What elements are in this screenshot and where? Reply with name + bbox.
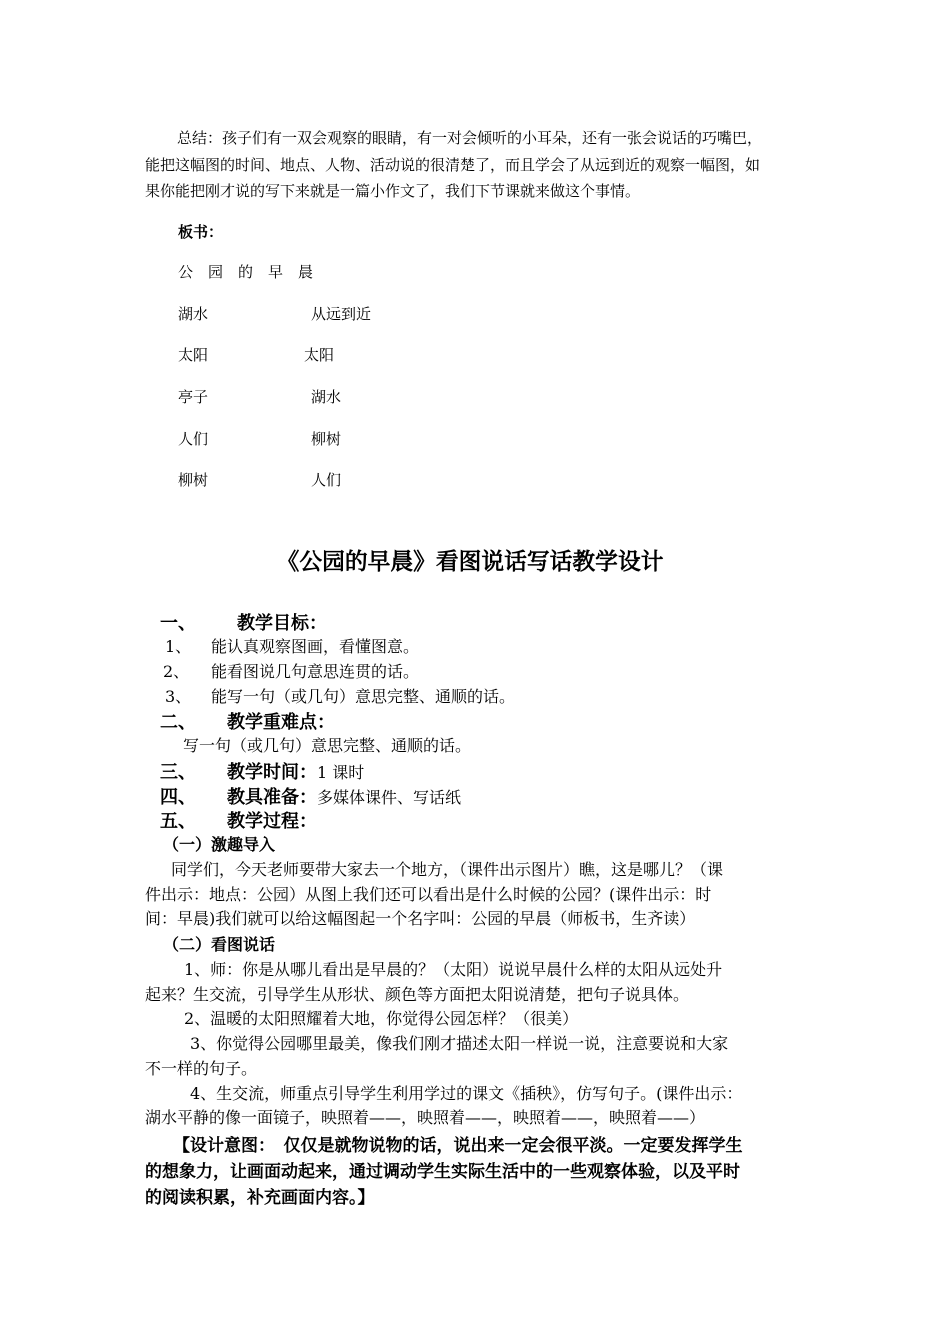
board-left-2: 太阳 [178, 346, 209, 364]
board-left-5: 柳树 [178, 471, 209, 489]
section-5-number: 五、 [160, 811, 196, 832]
design-intent-line-1: 【设计意图： 仅仅是就物说物的话，说出来一定会很平淡。一定要发挥学生 [173, 1136, 743, 1156]
design-intent-line-3: 的阅读积累，补充画面内容。】 [145, 1188, 375, 1208]
board-title: 公 园 的 早 晨 [178, 263, 314, 281]
board-left-1: 湖水 [178, 305, 209, 323]
goal-1-number: 1、 [165, 637, 192, 656]
process-p4-line-1: 4、生交流，师重点引导学生利用学过的课文《插秧》，仿写句子。(课件出示： [190, 1084, 743, 1103]
document-title: 《公园的早晨》看图说话写话教学设计 [276, 548, 664, 575]
process-sub-1-line-3: 间：早晨)我们就可以给这幅图起一个名字叫：公园的早晨（师板书，生齐读） [145, 909, 696, 928]
process-p1-line-2: 起来？生交流，引导学生从形状、颜色等方面把太阳说清楚，把句子说具体。 [145, 985, 690, 1004]
section-4-number: 四、 [160, 787, 196, 808]
goal-3-number: 3、 [165, 687, 192, 706]
process-p1-line-1: 1、师：你是从哪儿看出是早晨的？（太阳）说说早晨什么样的太阳从远处升 [184, 960, 723, 979]
section-4-heading [227, 783, 461, 809]
section-4-label: 教具准备： [227, 787, 317, 808]
summary-line-2: 能把这幅图的时间、地点、人物、活动说的很清楚了，而且学会了从远到近的观察一幅图，如 [145, 156, 761, 174]
summary-line-1: 总结：孩子们有一双会观察的眼睛，有一对会倾听的小耳朵，还有一张会说话的巧嘴巴， [177, 129, 763, 147]
goal-1-text: 能认真观察图画，看懂图意。 [211, 637, 420, 656]
section-4-value: 多媒体课件、写话纸 [317, 788, 462, 807]
process-p4-line-2: 湖水平静的像一面镜子，映照着——，映照着——，映照着——，映照着——） [145, 1108, 706, 1127]
board-right-3: 湖水 [311, 388, 342, 406]
summary-line-3: 果你能把刚才说的写下来就是一篇小作文了，我们下节课就来做这个事情。 [145, 182, 641, 200]
board-right-1: 从远到近 [311, 305, 372, 323]
process-sub-1-heading: （一）激趣导入 [163, 835, 276, 854]
design-intent-line-2: 的想象力，让画面动起来，通过调动学生实际生活中的一些观察体验，以及平时 [145, 1162, 740, 1182]
board-right-4: 柳树 [311, 430, 342, 448]
goal-3-text: 能写一句（或几句）意思完整、通顺的话。 [211, 687, 516, 706]
board-heading: 板书： [178, 223, 224, 241]
board-left-4: 人们 [178, 430, 209, 448]
section-3-label: 教学时间： [227, 762, 317, 783]
section-5-heading: 教学过程： [227, 811, 317, 832]
process-p2: 2、温暖的太阳照耀着大地，你觉得公园怎样？（很美） [184, 1009, 579, 1028]
section-3-value: 1 课时 [317, 763, 365, 782]
process-p3-line-2: 不一样的句子。 [145, 1059, 258, 1078]
section-3-number: 三、 [160, 762, 196, 783]
section-3-heading [227, 758, 364, 784]
section-1-heading: 教学目标： [237, 613, 327, 634]
goal-2-text: 能看图说几句意思连贯的话。 [211, 662, 420, 681]
process-sub-1-line-2: 件出示：地点：公园）从图上我们还可以看出是什么时候的公园？(课件出示：时 [145, 885, 712, 904]
process-sub-1-line-1: 同学们，今天老师要带大家去一个地方，（课件出示图片）瞧，这是哪儿？（课 [171, 860, 724, 879]
board-left-3: 亭子 [178, 388, 209, 406]
board-right-5: 人们 [311, 471, 342, 489]
section-2-heading: 教学重难点： [227, 712, 335, 733]
board-right-2: 太阳 [304, 346, 335, 364]
goal-2-number: 2、 [163, 662, 190, 681]
process-p3-line-1: 3、你觉得公园哪里最美，像我们刚才描述太阳一样说一说，注意要说和大家 [190, 1034, 729, 1053]
section-2-number: 二、 [160, 712, 196, 733]
process-sub-2-heading: （二）看图说话 [163, 935, 276, 954]
section-2-text: 写一句（或几句）意思完整、通顺的话。 [183, 736, 472, 755]
section-1-number: 一、 [160, 613, 196, 634]
